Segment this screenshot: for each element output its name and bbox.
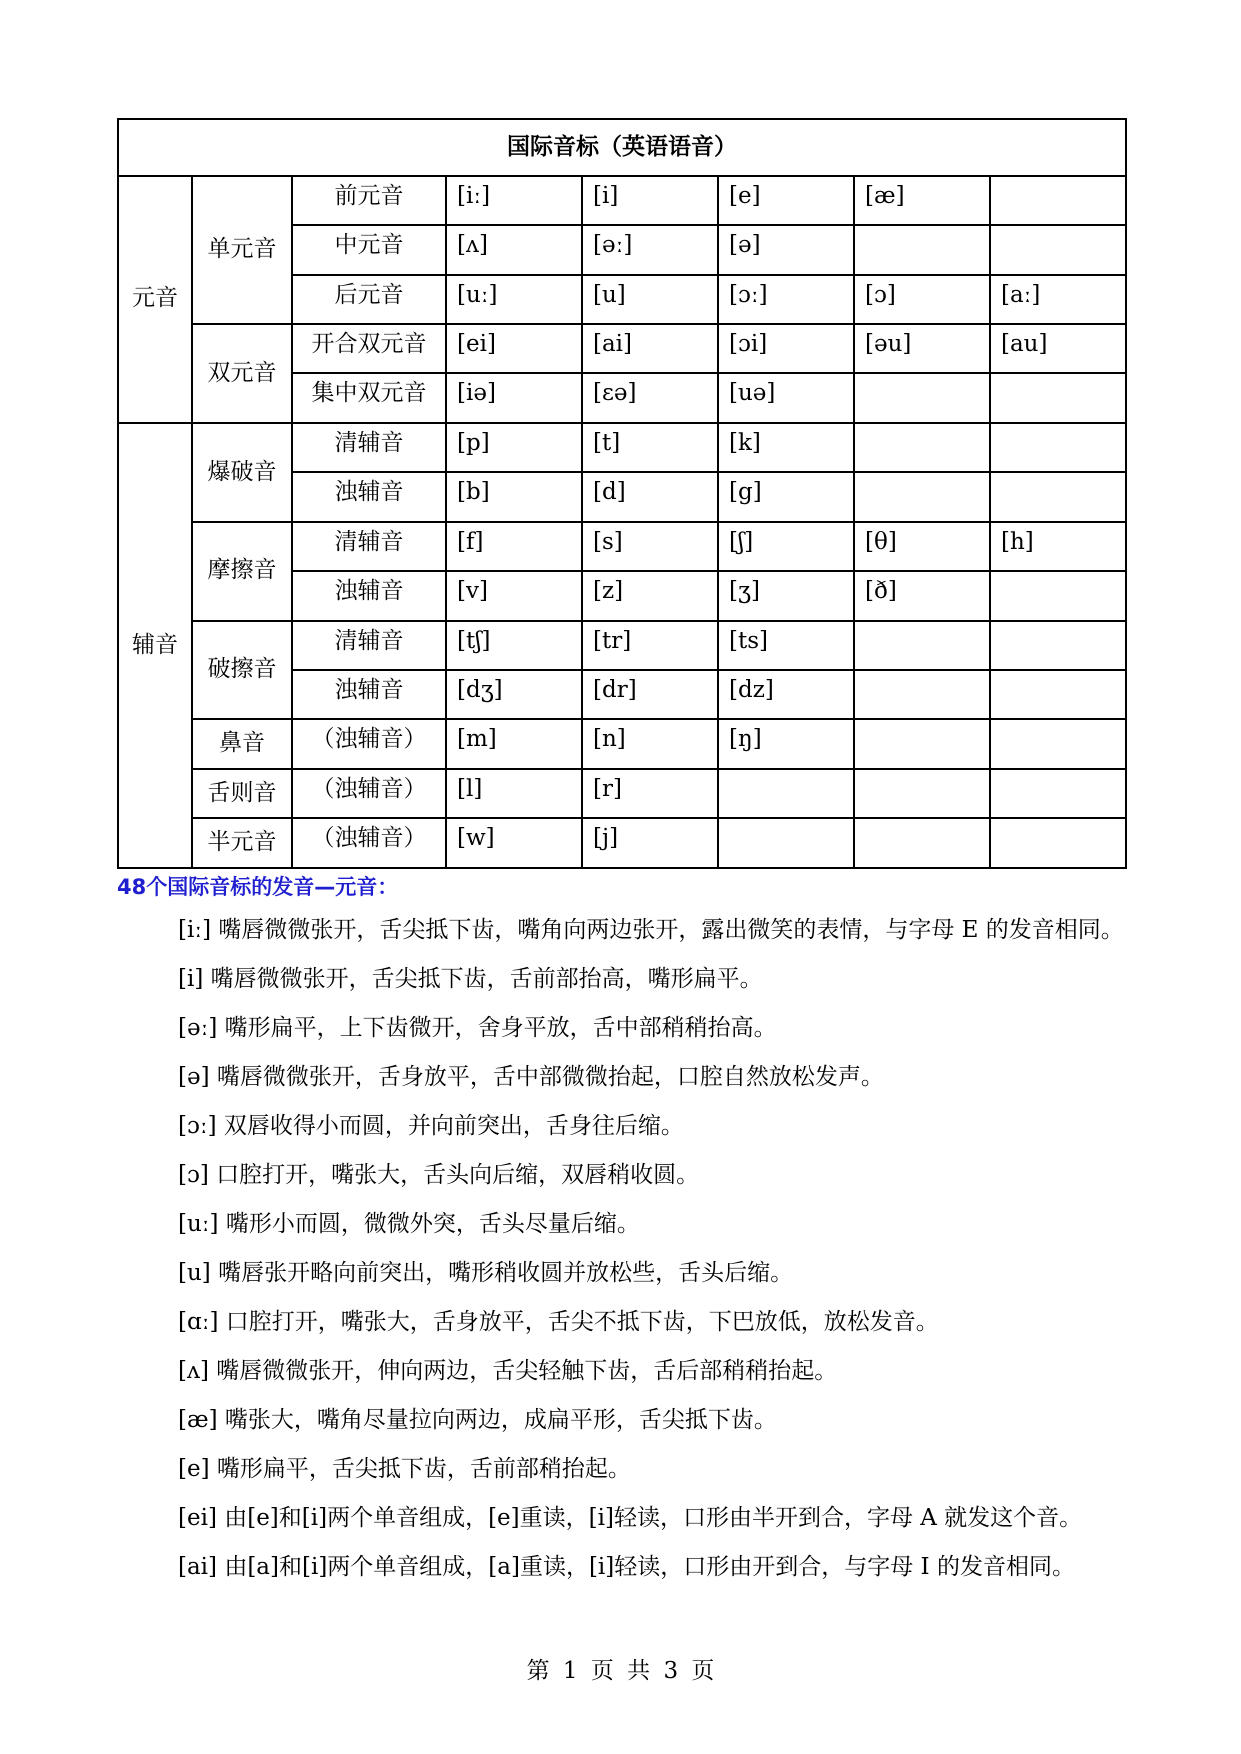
ipa-symbol-cell: [s]	[582, 522, 718, 571]
table-row	[118, 324, 1126, 373]
ipa-symbol-cell: [g]	[718, 472, 854, 521]
vowel-description: [i] 嘴唇微微张开，舌尖抵下齿，舌前部抬高，嘴形扁平。	[178, 966, 763, 992]
ipa-symbol-cell: [ai]	[582, 324, 718, 373]
ipa-symbol-cell	[990, 176, 1126, 225]
ipa-symbol-cell: [t]	[582, 423, 718, 472]
ipa-symbol-cell	[990, 571, 1126, 620]
ipa-symbol-cell: [iː]	[446, 176, 582, 225]
sound-type-cell: 清辅音	[292, 423, 446, 472]
ipa-symbol-cell: [ð]	[854, 571, 990, 620]
ipa-symbol-cell: [æ]	[854, 176, 990, 225]
ipa-symbol-cell: [ɔː]	[718, 275, 854, 324]
sound-type-cell: 浊辅音	[292, 571, 446, 620]
sound-type-cell: 前元音	[292, 176, 446, 225]
sound-type-cell: 集中双元音	[292, 373, 446, 422]
table-row	[118, 621, 1126, 670]
ipa-symbol-cell: [p]	[446, 423, 582, 472]
group-label: 摩擦音	[192, 522, 292, 621]
group-label: 双元音	[192, 324, 292, 423]
ipa-symbol-cell	[990, 670, 1126, 719]
table-title: 国际音标（英语语音）	[118, 119, 1126, 176]
vowel-description: [ɔː] 双唇收得小而圆，并向前突出，舌身往后缩。	[178, 1113, 684, 1139]
ipa-symbol-cell: [f]	[446, 522, 582, 571]
vowel-description: [ə] 嘴唇微微张开，舌身放平，舌中部微微抬起，口腔自然放松发声。	[178, 1064, 884, 1090]
section-heading: 48个国际音标的发音—元音：	[117, 875, 399, 899]
vowel-description: [æ] 嘴张大，嘴角尽量拉向两边，成扁平形，舌尖抵下齿。	[178, 1407, 777, 1433]
ipa-symbol-cell: [iə]	[446, 373, 582, 422]
ipa-symbol-cell: [əː]	[582, 225, 718, 274]
table-row	[118, 423, 1126, 472]
ipa-symbol-cell: [n]	[582, 719, 718, 768]
ipa-symbol-cell: [uː]	[446, 275, 582, 324]
ipa-symbol-cell: [b]	[446, 472, 582, 521]
ipa-symbol-cell	[990, 621, 1126, 670]
ipa-symbol-cell: [aː]	[990, 275, 1126, 324]
ipa-symbol-cell	[854, 719, 990, 768]
ipa-symbol-cell: [ʒ]	[718, 571, 854, 620]
ipa-symbol-cell: [ə]	[718, 225, 854, 274]
page-footer: 第 1 页 共 3 页	[526, 1658, 715, 1684]
table-row	[118, 818, 1126, 868]
vowel-description: [ai] 由[a]和[i]两个单音组成，[a]重读，[i]轻读，口形由开到合，与字母 I 的发音相同。	[178, 1554, 1075, 1580]
ipa-symbol-cell: [tʃ]	[446, 621, 582, 670]
ipa-symbol-cell: [dr]	[582, 670, 718, 719]
vowel-description: [ʌ] 嘴唇微微张开，伸向两边，舌尖轻触下齿，舌后部稍稍抬起。	[178, 1358, 838, 1384]
ipa-symbol-cell: [ŋ]	[718, 719, 854, 768]
ipa-symbol-cell	[854, 472, 990, 521]
table-row	[118, 769, 1126, 818]
ipa-symbol-cell: [au]	[990, 324, 1126, 373]
ipa-symbol-cell: [k]	[718, 423, 854, 472]
sound-type-cell: 清辅音	[292, 522, 446, 571]
sound-type-cell: 后元音	[292, 275, 446, 324]
ipa-symbol-cell: [e]	[718, 176, 854, 225]
ipa-symbol-cell	[990, 225, 1126, 274]
group-label: 破擦音	[192, 621, 292, 720]
ipa-symbol-cell	[990, 769, 1126, 818]
ipa-symbol-cell	[854, 423, 990, 472]
table-row	[118, 522, 1126, 571]
ipa-symbol-cell: [u]	[582, 275, 718, 324]
group-label: 爆破音	[192, 423, 292, 522]
sound-type-cell: （浊辅音）	[292, 818, 446, 868]
ipa-symbol-cell	[854, 621, 990, 670]
ipa-symbol-cell	[854, 225, 990, 274]
sound-type-cell: 开合双元音	[292, 324, 446, 373]
ipa-symbol-cell: [w]	[446, 818, 582, 868]
ipa-symbol-cell	[854, 373, 990, 422]
ipa-symbol-cell	[990, 472, 1126, 521]
vowel-description: [iː] 嘴唇微微张开，舌尖抵下齿，嘴角向两边张开，露出微笑的表情，与字母 E 的发音相同。	[178, 917, 1124, 943]
group-label: 舌则音	[192, 769, 292, 818]
group-label: 鼻音	[192, 719, 292, 768]
vowel-description: [əː] 嘴形扁平，上下齿微开，舍身平放，舌中部稍稍抬高。	[178, 1015, 777, 1041]
ipa-symbol-cell	[854, 670, 990, 719]
sound-type-cell: 清辅音	[292, 621, 446, 670]
ipa-symbol-cell: [h]	[990, 522, 1126, 571]
vowel-description: [e] 嘴形扁平，舌尖抵下齿，舌前部稍抬起。	[178, 1456, 631, 1482]
ipa-symbol-cell: [d]	[582, 472, 718, 521]
ipa-chart-table	[117, 118, 1127, 869]
vowel-description-list	[120, 912, 1128, 1598]
ipa-symbol-cell: [uə]	[718, 373, 854, 422]
ipa-symbol-cell: [ei]	[446, 324, 582, 373]
category-vowels: 元音	[118, 176, 192, 423]
ipa-symbol-cell: [əu]	[854, 324, 990, 373]
ipa-symbol-cell	[990, 818, 1126, 868]
ipa-symbol-cell: [θ]	[854, 522, 990, 571]
table-row	[118, 176, 1126, 225]
category-consonants: 辅音	[118, 423, 192, 868]
ipa-symbol-cell	[990, 373, 1126, 422]
ipa-symbol-cell: [dz]	[718, 670, 854, 719]
sound-type-cell: 中元音	[292, 225, 446, 274]
vowel-description: [ɑː] 口腔打开，嘴张大，舌身放平，舌尖不抵下齿，下巴放低，放松发音。	[178, 1309, 939, 1335]
vowel-description: [u] 嘴唇张开略向前突出，嘴形稍收圆并放松些，舌头后缩。	[178, 1260, 794, 1286]
ipa-symbol-cell: [m]	[446, 719, 582, 768]
ipa-symbol-cell	[854, 818, 990, 868]
ipa-symbol-cell	[854, 769, 990, 818]
vowel-description: [uː] 嘴形小而圆，微微外突，舌头尽量后缩。	[178, 1211, 640, 1237]
ipa-symbol-cell: [j]	[582, 818, 718, 868]
ipa-symbol-cell: [ʌ]	[446, 225, 582, 274]
table-row	[118, 719, 1126, 768]
ipa-symbol-cell: [v]	[446, 571, 582, 620]
vowel-description: [ɔ] 口腔打开，嘴张大，舌头向后缩，双唇稍收圆。	[178, 1162, 700, 1188]
ipa-symbol-cell: [ʃ]	[718, 522, 854, 571]
ipa-symbol-cell: [l]	[446, 769, 582, 818]
ipa-symbol-cell: [εə]	[582, 373, 718, 422]
ipa-symbol-cell: [ts]	[718, 621, 854, 670]
ipa-symbol-cell	[718, 769, 854, 818]
ipa-symbol-cell: [z]	[582, 571, 718, 620]
sound-type-cell: （浊辅音）	[292, 769, 446, 818]
ipa-symbol-cell: [i]	[582, 176, 718, 225]
ipa-symbol-cell	[990, 719, 1126, 768]
ipa-symbol-cell: [dʒ]	[446, 670, 582, 719]
ipa-symbol-cell: [tr]	[582, 621, 718, 670]
sound-type-cell: （浊辅音）	[292, 719, 446, 768]
ipa-symbol-cell: [r]	[582, 769, 718, 818]
vowel-description: [ei] 由[e]和[i]两个单音组成，[e]重读，[i]轻读，口形由半开到合，字母 A 就发这个音。	[178, 1505, 1083, 1531]
ipa-symbol-cell: [ɔi]	[718, 324, 854, 373]
group-label: 半元音	[192, 818, 292, 868]
ipa-symbol-cell: [ɔ]	[854, 275, 990, 324]
ipa-symbol-cell	[990, 423, 1126, 472]
sound-type-cell: 浊辅音	[292, 670, 446, 719]
sound-type-cell: 浊辅音	[292, 472, 446, 521]
ipa-symbol-cell	[718, 818, 854, 868]
group-label: 单元音	[192, 176, 292, 324]
